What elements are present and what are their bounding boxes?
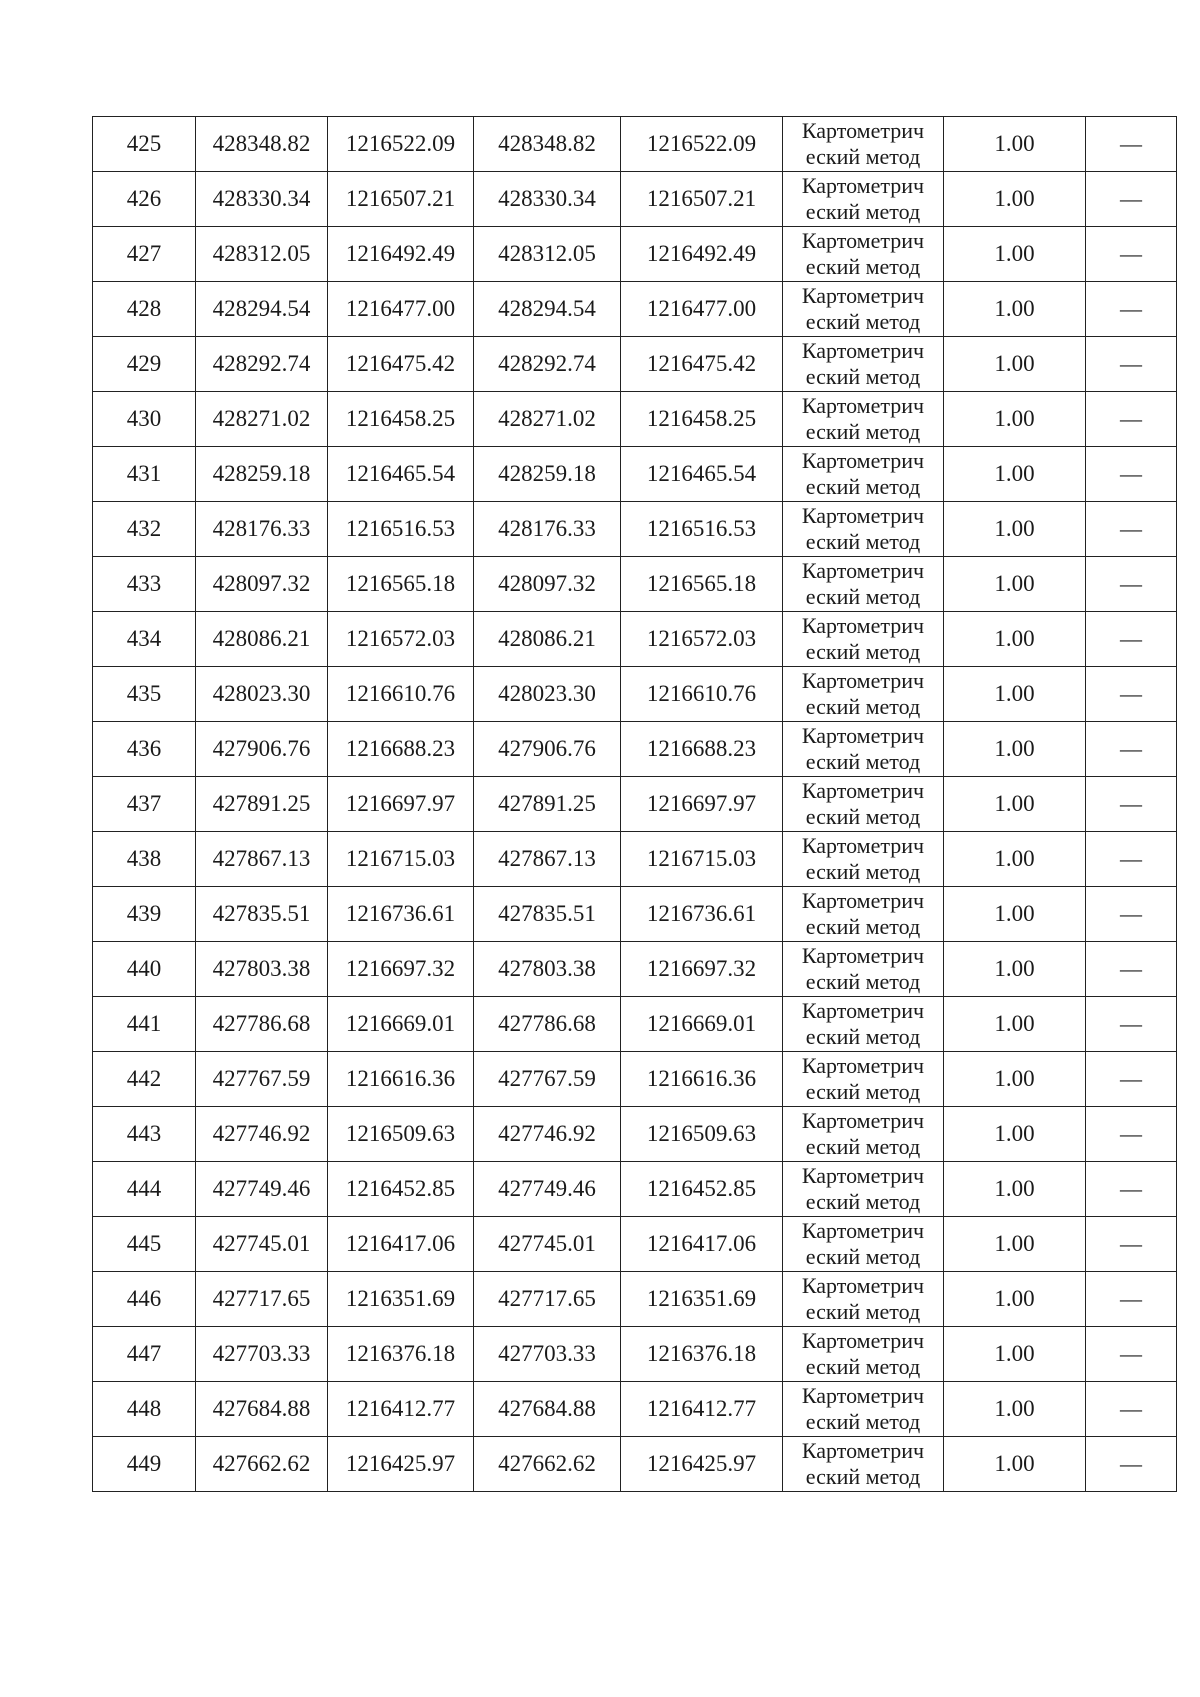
x-new-cell: 428348.82 xyxy=(474,117,621,172)
x-new-cell: 427767.59 xyxy=(474,1052,621,1107)
method-text-line1: Картометрич xyxy=(801,1438,925,1463)
method-text-line1: Картометрич xyxy=(801,668,925,693)
y-new-cell: 1216516.53 xyxy=(621,502,783,557)
x-new-cell: 427684.88 xyxy=(474,1382,621,1437)
y-existing-cell: 1216376.18 xyxy=(328,1327,474,1382)
table-row xyxy=(93,612,1177,667)
y-existing-cell: 1216351.69 xyxy=(328,1272,474,1327)
y-existing-cell: 1216697.97 xyxy=(328,777,474,832)
y-existing-cell: 1216412.77 xyxy=(328,1382,474,1437)
y-existing-cell: 1216522.09 xyxy=(328,117,474,172)
y-existing-cell: 1216425.97 xyxy=(328,1437,474,1492)
y-new-cell: 1216697.32 xyxy=(621,942,783,997)
table-row xyxy=(93,172,1177,227)
precision-cell: 1.00 xyxy=(944,1382,1086,1437)
x-new-cell: 427749.46 xyxy=(474,1162,621,1217)
note-cell: — xyxy=(1086,667,1177,722)
precision-cell: 1.00 xyxy=(944,832,1086,887)
x-existing-cell: 427786.68 xyxy=(196,997,328,1052)
x-new-cell: 427803.38 xyxy=(474,942,621,997)
table-row xyxy=(93,997,1177,1052)
table-row xyxy=(93,832,1177,887)
method-text-line2: еский метод xyxy=(805,1244,921,1269)
method-text-line2: еский метод xyxy=(805,694,921,719)
y-existing-cell: 1216572.03 xyxy=(328,612,474,667)
method-cell xyxy=(783,887,944,942)
method-text-line1: Картометрич xyxy=(801,503,925,528)
x-existing-cell: 428023.30 xyxy=(196,667,328,722)
note-cell: — xyxy=(1086,1162,1177,1217)
y-existing-cell: 1216465.54 xyxy=(328,447,474,502)
x-new-cell: 428330.34 xyxy=(474,172,621,227)
x-new-cell: 427717.65 xyxy=(474,1272,621,1327)
note-cell: — xyxy=(1086,282,1177,337)
method-text-line1: Картометрич xyxy=(801,1383,925,1408)
x-new-cell: 428294.54 xyxy=(474,282,621,337)
method-text-line1: Картометрич xyxy=(801,393,925,418)
precision-cell: 1.00 xyxy=(944,282,1086,337)
method-cell xyxy=(783,172,944,227)
method-text-line2: еский метод xyxy=(805,859,921,884)
x-existing-cell: 428348.82 xyxy=(196,117,328,172)
table-row xyxy=(93,777,1177,832)
table-row xyxy=(93,557,1177,612)
x-existing-cell: 427746.92 xyxy=(196,1107,328,1162)
point-number-cell: 430 xyxy=(93,392,196,447)
x-existing-cell: 427835.51 xyxy=(196,887,328,942)
point-number-cell: 432 xyxy=(93,502,196,557)
precision-cell: 1.00 xyxy=(944,887,1086,942)
y-new-cell: 1216509.63 xyxy=(621,1107,783,1162)
y-existing-cell: 1216475.42 xyxy=(328,337,474,392)
precision-cell: 1.00 xyxy=(944,1437,1086,1492)
point-number-cell: 443 xyxy=(93,1107,196,1162)
x-new-cell: 428292.74 xyxy=(474,337,621,392)
table-row xyxy=(93,337,1177,392)
table-row xyxy=(93,667,1177,722)
method-cell xyxy=(783,1107,944,1162)
method-text-line2: еский метод xyxy=(805,584,921,609)
y-existing-cell: 1216516.53 xyxy=(328,502,474,557)
x-new-cell: 427703.33 xyxy=(474,1327,621,1382)
y-existing-cell: 1216736.61 xyxy=(328,887,474,942)
table-body xyxy=(93,117,1177,1492)
y-new-cell: 1216412.77 xyxy=(621,1382,783,1437)
x-new-cell: 428176.33 xyxy=(474,502,621,557)
x-new-cell: 428259.18 xyxy=(474,447,621,502)
y-new-cell: 1216522.09 xyxy=(621,117,783,172)
precision-cell: 1.00 xyxy=(944,117,1086,172)
precision-cell: 1.00 xyxy=(944,997,1086,1052)
method-text-line2: еский метод xyxy=(805,1464,921,1489)
y-new-cell: 1216610.76 xyxy=(621,667,783,722)
y-new-cell: 1216351.69 xyxy=(621,1272,783,1327)
x-new-cell: 427891.25 xyxy=(474,777,621,832)
x-new-cell: 427786.68 xyxy=(474,997,621,1052)
note-cell: — xyxy=(1086,1107,1177,1162)
precision-cell: 1.00 xyxy=(944,942,1086,997)
method-text-line1: Картометрич xyxy=(801,1108,925,1133)
note-cell: — xyxy=(1086,1052,1177,1107)
method-text-line1: Картометрич xyxy=(801,1218,925,1243)
y-existing-cell: 1216492.49 xyxy=(328,227,474,282)
method-text-line2: еский метод xyxy=(805,1354,921,1379)
note-cell: — xyxy=(1086,557,1177,612)
table-row xyxy=(93,1052,1177,1107)
note-cell: — xyxy=(1086,887,1177,942)
y-existing-cell: 1216697.32 xyxy=(328,942,474,997)
method-cell xyxy=(783,1327,944,1382)
method-cell xyxy=(783,557,944,612)
y-new-cell: 1216669.01 xyxy=(621,997,783,1052)
note-cell: — xyxy=(1086,502,1177,557)
precision-cell: 1.00 xyxy=(944,557,1086,612)
point-number-cell: 448 xyxy=(93,1382,196,1437)
precision-cell: 1.00 xyxy=(944,722,1086,777)
y-existing-cell: 1216509.63 xyxy=(328,1107,474,1162)
y-existing-cell: 1216610.76 xyxy=(328,667,474,722)
note-cell: — xyxy=(1086,172,1177,227)
point-number-cell: 425 xyxy=(93,117,196,172)
method-text-line2: еский метод xyxy=(805,199,921,224)
y-existing-cell: 1216458.25 xyxy=(328,392,474,447)
table-row xyxy=(93,282,1177,337)
point-number-cell: 442 xyxy=(93,1052,196,1107)
precision-cell: 1.00 xyxy=(944,447,1086,502)
table-row xyxy=(93,887,1177,942)
y-new-cell: 1216572.03 xyxy=(621,612,783,667)
method-text-line2: еский метод xyxy=(805,1189,921,1214)
point-number-cell: 445 xyxy=(93,1217,196,1272)
table-row xyxy=(93,1437,1177,1492)
y-new-cell: 1216425.97 xyxy=(621,1437,783,1492)
x-existing-cell: 427703.33 xyxy=(196,1327,328,1382)
note-cell: — xyxy=(1086,612,1177,667)
x-existing-cell: 427767.59 xyxy=(196,1052,328,1107)
method-text-line1: Картометрич xyxy=(801,1163,925,1188)
table-row xyxy=(93,502,1177,557)
x-new-cell: 427835.51 xyxy=(474,887,621,942)
method-text-line2: еский метод xyxy=(805,1299,921,1324)
point-number-cell: 437 xyxy=(93,777,196,832)
method-cell xyxy=(783,1162,944,1217)
note-cell: — xyxy=(1086,1217,1177,1272)
method-text-line2: еский метод xyxy=(805,749,921,774)
x-new-cell: 427662.62 xyxy=(474,1437,621,1492)
y-new-cell: 1216465.54 xyxy=(621,447,783,502)
table-row xyxy=(93,117,1177,172)
x-existing-cell: 427717.65 xyxy=(196,1272,328,1327)
method-text-line1: Картометрич xyxy=(801,833,925,858)
y-new-cell: 1216715.03 xyxy=(621,832,783,887)
y-new-cell: 1216736.61 xyxy=(621,887,783,942)
note-cell: — xyxy=(1086,1437,1177,1492)
y-new-cell: 1216688.23 xyxy=(621,722,783,777)
method-cell xyxy=(783,447,944,502)
method-text-line1: Картометрич xyxy=(801,888,925,913)
method-text-line2: еский метод xyxy=(805,1079,921,1104)
x-new-cell: 427867.13 xyxy=(474,832,621,887)
table-row xyxy=(93,1327,1177,1382)
table-row xyxy=(93,1162,1177,1217)
y-new-cell: 1216376.18 xyxy=(621,1327,783,1382)
x-existing-cell: 427684.88 xyxy=(196,1382,328,1437)
precision-cell: 1.00 xyxy=(944,172,1086,227)
y-existing-cell: 1216669.01 xyxy=(328,997,474,1052)
method-cell xyxy=(783,667,944,722)
x-existing-cell: 428294.54 xyxy=(196,282,328,337)
method-text-line2: еский метод xyxy=(805,914,921,939)
y-new-cell: 1216475.42 xyxy=(621,337,783,392)
method-text-line1: Картометрич xyxy=(801,1273,925,1298)
precision-cell: 1.00 xyxy=(944,392,1086,447)
x-existing-cell: 428292.74 xyxy=(196,337,328,392)
note-cell: — xyxy=(1086,1327,1177,1382)
method-cell xyxy=(783,282,944,337)
y-existing-cell: 1216452.85 xyxy=(328,1162,474,1217)
y-new-cell: 1216697.97 xyxy=(621,777,783,832)
method-cell xyxy=(783,1217,944,1272)
method-text-line1: Картометрич xyxy=(801,558,925,583)
x-existing-cell: 428176.33 xyxy=(196,502,328,557)
method-cell xyxy=(783,392,944,447)
method-text-line2: еский метод xyxy=(805,254,921,279)
method-text-line1: Картометрич xyxy=(801,613,925,638)
y-existing-cell: 1216507.21 xyxy=(328,172,474,227)
x-existing-cell: 427749.46 xyxy=(196,1162,328,1217)
table-row xyxy=(93,447,1177,502)
x-new-cell: 427745.01 xyxy=(474,1217,621,1272)
x-existing-cell: 428259.18 xyxy=(196,447,328,502)
precision-cell: 1.00 xyxy=(944,502,1086,557)
x-new-cell: 427746.92 xyxy=(474,1107,621,1162)
point-number-cell: 434 xyxy=(93,612,196,667)
y-new-cell: 1216452.85 xyxy=(621,1162,783,1217)
method-cell xyxy=(783,777,944,832)
method-cell xyxy=(783,612,944,667)
precision-cell: 1.00 xyxy=(944,1327,1086,1382)
point-number-cell: 440 xyxy=(93,942,196,997)
method-text-line1: Картометрич xyxy=(801,1053,925,1078)
x-existing-cell: 428086.21 xyxy=(196,612,328,667)
precision-cell: 1.00 xyxy=(944,1052,1086,1107)
point-number-cell: 433 xyxy=(93,557,196,612)
point-number-cell: 435 xyxy=(93,667,196,722)
point-number-cell: 446 xyxy=(93,1272,196,1327)
table-row xyxy=(93,1107,1177,1162)
method-text-line2: еский метод xyxy=(805,364,921,389)
y-new-cell: 1216565.18 xyxy=(621,557,783,612)
x-existing-cell: 427891.25 xyxy=(196,777,328,832)
x-existing-cell: 428330.34 xyxy=(196,172,328,227)
method-text-line1: Картометрич xyxy=(801,943,925,968)
precision-cell: 1.00 xyxy=(944,777,1086,832)
point-number-cell: 438 xyxy=(93,832,196,887)
method-cell xyxy=(783,722,944,777)
y-existing-cell: 1216477.00 xyxy=(328,282,474,337)
note-cell: — xyxy=(1086,997,1177,1052)
note-cell: — xyxy=(1086,117,1177,172)
precision-cell: 1.00 xyxy=(944,337,1086,392)
method-cell xyxy=(783,832,944,887)
precision-cell: 1.00 xyxy=(944,612,1086,667)
method-text-line1: Картометрич xyxy=(801,448,925,473)
x-existing-cell: 427906.76 xyxy=(196,722,328,777)
y-existing-cell: 1216715.03 xyxy=(328,832,474,887)
method-text-line2: еский метод xyxy=(805,529,921,554)
method-text-line1: Картометрич xyxy=(801,998,925,1023)
method-text-line1: Картометрич xyxy=(801,283,925,308)
precision-cell: 1.00 xyxy=(944,1217,1086,1272)
point-number-cell: 447 xyxy=(93,1327,196,1382)
note-cell: — xyxy=(1086,1272,1177,1327)
method-text-line2: еский метод xyxy=(805,969,921,994)
method-cell xyxy=(783,942,944,997)
point-number-cell: 431 xyxy=(93,447,196,502)
method-cell xyxy=(783,227,944,282)
x-existing-cell: 427867.13 xyxy=(196,832,328,887)
point-number-cell: 439 xyxy=(93,887,196,942)
method-text-line2: еский метод xyxy=(805,1409,921,1434)
point-number-cell: 444 xyxy=(93,1162,196,1217)
method-text-line1: Картометрич xyxy=(801,723,925,748)
note-cell: — xyxy=(1086,447,1177,502)
table-row xyxy=(93,227,1177,282)
note-cell: — xyxy=(1086,942,1177,997)
method-text-line1: Картометрич xyxy=(801,118,925,143)
x-new-cell: 427906.76 xyxy=(474,722,621,777)
table-row xyxy=(93,1382,1177,1437)
x-existing-cell: 427745.01 xyxy=(196,1217,328,1272)
x-existing-cell: 428097.32 xyxy=(196,557,328,612)
method-cell xyxy=(783,502,944,557)
method-cell xyxy=(783,997,944,1052)
y-existing-cell: 1216417.06 xyxy=(328,1217,474,1272)
y-new-cell: 1216492.49 xyxy=(621,227,783,282)
x-new-cell: 428086.21 xyxy=(474,612,621,667)
method-text-line2: еский метод xyxy=(805,1134,921,1159)
note-cell: — xyxy=(1086,392,1177,447)
method-text-line2: еский метод xyxy=(805,309,921,334)
x-existing-cell: 428312.05 xyxy=(196,227,328,282)
y-new-cell: 1216417.06 xyxy=(621,1217,783,1272)
note-cell: — xyxy=(1086,832,1177,887)
note-cell: — xyxy=(1086,777,1177,832)
precision-cell: 1.00 xyxy=(944,1272,1086,1327)
method-text-line2: еский метод xyxy=(805,639,921,664)
x-existing-cell: 427803.38 xyxy=(196,942,328,997)
method-text-line1: Картометрич xyxy=(801,778,925,803)
x-new-cell: 428097.32 xyxy=(474,557,621,612)
x-new-cell: 428312.05 xyxy=(474,227,621,282)
y-existing-cell: 1216616.36 xyxy=(328,1052,474,1107)
point-number-cell: 426 xyxy=(93,172,196,227)
y-new-cell: 1216507.21 xyxy=(621,172,783,227)
method-cell xyxy=(783,1382,944,1437)
note-cell: — xyxy=(1086,227,1177,282)
method-text-line1: Картометрич xyxy=(801,1328,925,1353)
method-text-line2: еский метод xyxy=(805,144,921,169)
note-cell: — xyxy=(1086,1382,1177,1437)
y-existing-cell: 1216565.18 xyxy=(328,557,474,612)
precision-cell: 1.00 xyxy=(944,667,1086,722)
method-text-line2: еский метод xyxy=(805,804,921,829)
method-cell xyxy=(783,117,944,172)
point-number-cell: 441 xyxy=(93,997,196,1052)
point-number-cell: 427 xyxy=(93,227,196,282)
point-number-cell: 436 xyxy=(93,722,196,777)
table-row xyxy=(93,392,1177,447)
x-existing-cell: 427662.62 xyxy=(196,1437,328,1492)
precision-cell: 1.00 xyxy=(944,1107,1086,1162)
x-new-cell: 428271.02 xyxy=(474,392,621,447)
method-cell xyxy=(783,1052,944,1107)
method-text-line2: еский метод xyxy=(805,419,921,444)
table-row xyxy=(93,722,1177,777)
point-number-cell: 449 xyxy=(93,1437,196,1492)
note-cell: — xyxy=(1086,722,1177,777)
x-existing-cell: 428271.02 xyxy=(196,392,328,447)
table-row xyxy=(93,942,1177,997)
method-text-line1: Картометрич xyxy=(801,228,925,253)
method-cell xyxy=(783,337,944,392)
precision-cell: 1.00 xyxy=(944,1162,1086,1217)
y-new-cell: 1216616.36 xyxy=(621,1052,783,1107)
method-text-line2: еский метод xyxy=(805,474,921,499)
coordinates-table xyxy=(92,116,1177,1492)
method-text-line1: Картометрич xyxy=(801,173,925,198)
point-number-cell: 428 xyxy=(93,282,196,337)
note-cell: — xyxy=(1086,337,1177,392)
method-text-line2: еский метод xyxy=(805,1024,921,1049)
precision-cell: 1.00 xyxy=(944,227,1086,282)
method-cell xyxy=(783,1272,944,1327)
point-number-cell: 429 xyxy=(93,337,196,392)
table-row xyxy=(93,1272,1177,1327)
y-existing-cell: 1216688.23 xyxy=(328,722,474,777)
method-text-line1: Картометрич xyxy=(801,338,925,363)
y-new-cell: 1216458.25 xyxy=(621,392,783,447)
y-new-cell: 1216477.00 xyxy=(621,282,783,337)
table-row xyxy=(93,1217,1177,1272)
x-new-cell: 428023.30 xyxy=(474,667,621,722)
method-cell xyxy=(783,1437,944,1492)
